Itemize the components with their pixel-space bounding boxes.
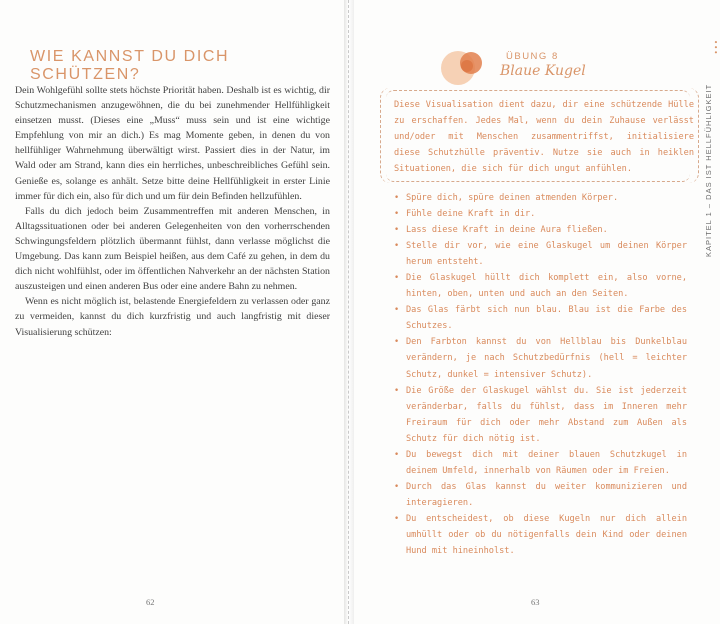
list-item: • Lass diese Kraft in deine Aura fließen. — [394, 222, 687, 238]
exercise-steps — [394, 190, 687, 559]
section-title: WIE KANNST DU DICH SCHÜTZEN? — [30, 48, 230, 83]
page-number-left: 62 — [146, 597, 155, 607]
page-number-right: 63 — [531, 597, 540, 607]
paragraph-3: Wenn es nicht möglich ist, belastende Energiefeldern zu verlassen oder ganz zu vermeiden, kannst du dich kurzfristig und auch langfristig mit dieser Visualisierung schützen: — [15, 296, 330, 338]
bullet-icon: • — [394, 385, 400, 396]
list-item: • Du bewegst dich mit deiner blauen Schutzkugel in deinem Umfeld, innerhalb von Räumen oder im Freien. — [394, 447, 687, 479]
bullet-icon: • — [394, 337, 400, 348]
exercise-label: ÜBUNG 8 — [506, 51, 559, 62]
left-body-text — [15, 83, 330, 340]
exercise-intro: Diese Visualisation dient dazu, dir eine schützende Hülle zu erschaffen. Jedes Mal, wenn du dein Zuhause verlässt und/oder mit Menschen zusammentriffst, initialisiere diese Schutzhülle präventiv. Nutze sie auch in heiklen Situationen, die sich für dich ungut anfühlen. — [394, 100, 694, 175]
bullet-icon: • — [394, 513, 400, 524]
bullet-icon: • — [394, 449, 400, 460]
chapter-side-tab: KAPITEL 1 – DAS IST HELLFÜHLIGKEIT — [704, 83, 713, 257]
bullet-icon: • — [394, 193, 400, 203]
list-item: • Stelle dir vor, wie eine Glaskugel um deinen Körper herum entsteht. — [394, 238, 687, 270]
paragraph-1: Dein Wohlgefühl sollte stets höchste Priorität haben. Deshalb ist es wichtig, dir Schutzmechanismen anzugewöhnen, die du bei zunehmender Hellfühligkeit einsetzen musst. (Dieses eine „Muss“ muss sein und ist eine wichtige Empfehlung von mir an dich.) Es mag Momente geben, in denen du von hellfühliger Wahrnehmung überwältigt wirst. Passiert dies in der Natur, im Wald oder am Strand, kann dies ein herrliches, unbeschreibliches Gefühl sein. Genieße es, solange es anhält. Setze bitte deine Hellfühligkeit in erster Linie immer für dich ein, also für dich und um für dein Befinden hellzufühlen. — [15, 85, 330, 202]
list-item: • Das Glas färbt sich nun blau. Blau ist die Farbe des Schutzes. — [394, 302, 687, 334]
bullet-icon: • — [394, 305, 400, 316]
list-item: • Fühle deine Kraft in dir. — [394, 206, 687, 222]
bullet-icon: • — [394, 241, 400, 252]
paragraph-2: Falls du dich jedoch beim Zusammentreffen mit anderen Menschen, in Alltagssituationen oder bei anderen Gelegenheiten von den vorherrschenden Schwingungsfeldern plötzlich übermannt fühlst, dann verlasse möglichst die Umgebung. Das kann zum Beispiel heißen, aus dem Café zu gehen, in dem du dich nicht wohlfühlst, oder im öffentlichen Nahverkehr an der nächsten Station auszusteigen und einen anderen Bus oder eine andere Bahn zu nehmen. — [15, 205, 330, 293]
list-item: • Du entscheidest, ob diese Kugeln nur dich allein umhüllt oder ob du nötigenfalls dein Kind oder deinen Hund mit hineinholst. — [394, 511, 687, 559]
list-item: • Spüre dich, spüre deinen atmenden Körper. — [394, 190, 687, 206]
list-item: • Durch das Glas kannst du weiter kommunizieren und interagieren. — [394, 479, 687, 511]
bullet-icon: • — [394, 209, 400, 220]
side-tab-dots: ••• — [711, 40, 719, 56]
overlapping-circles-icon — [438, 46, 498, 88]
bullet-icon: • — [394, 481, 400, 492]
gutter-divider — [348, 0, 350, 624]
list-item: • Die Glaskugel hüllt dich komplett ein, also vorne, hinten, oben, unten und auch an den Seiten. — [394, 270, 687, 302]
list-item: • Den Farbton kannst du von Hellblau bis Dunkelblau verändern, je nach Schutzbedürfnis (hell = leichter Schutz, dunkel = intensiver Schutz). — [394, 334, 687, 382]
bullet-icon: • — [394, 225, 400, 236]
exercise-title: Blaue Kugel — [500, 63, 586, 79]
bullet-icon: • — [394, 273, 400, 284]
list-item: • Die Größe der Glaskugel wählst du. Sie ist jederzeit veränderbar, falls du fühlst, dass im Inneren mehr Freiraum für dich oder mehr Abstand zum Außen als Schutz für dich nötig ist. — [394, 383, 687, 447]
